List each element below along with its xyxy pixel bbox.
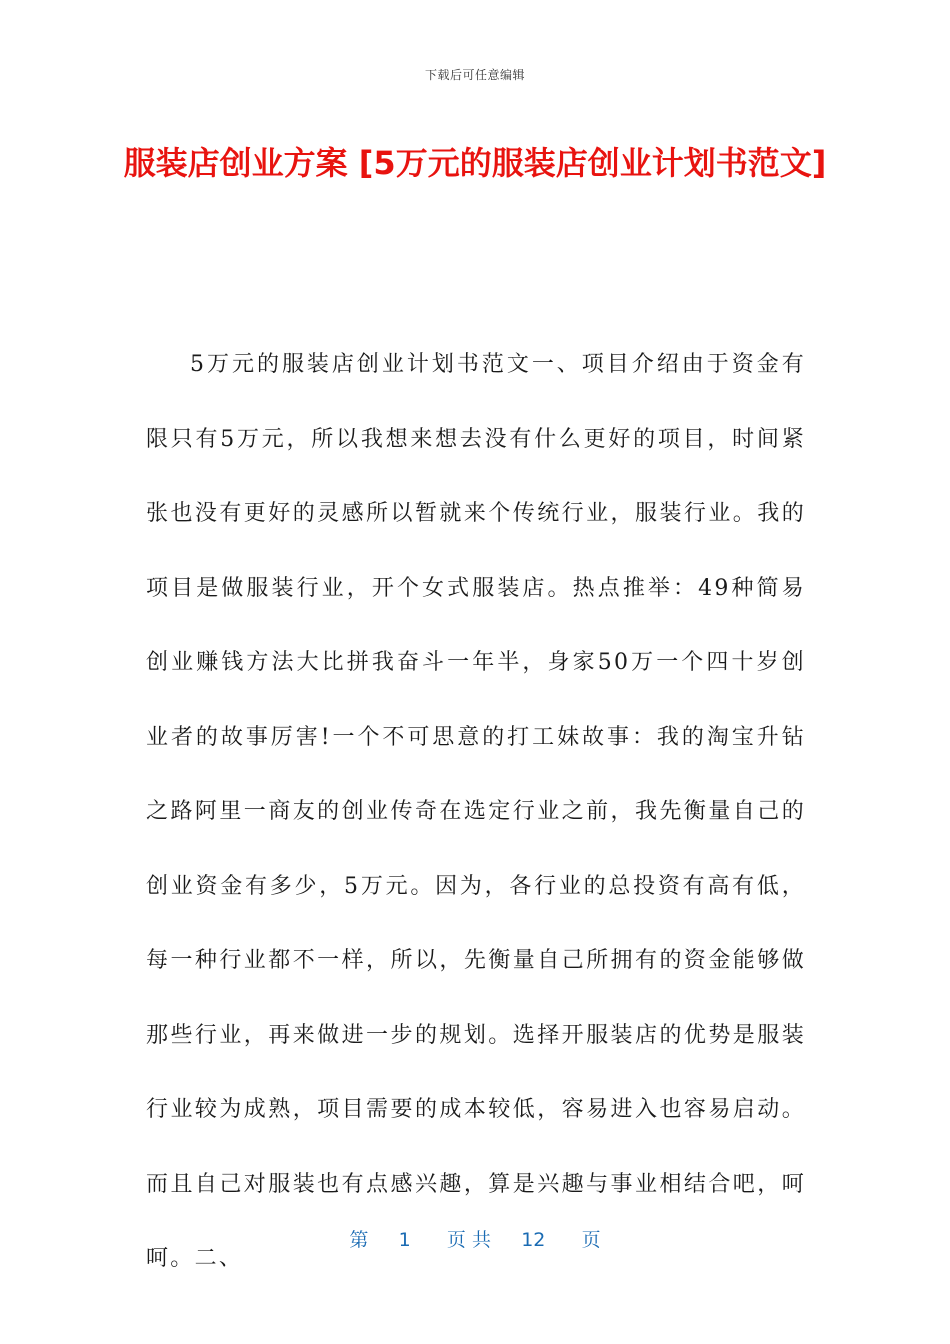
document-body: 5万元的服装店创业计划书范文一、项目介绍由于资金有限只有5万元，所以我想来想去没有什么更好的项目，时间紧张也没有更好的灵感所以暂就来个传统行业，服装行业。我的项目是做服装行业，开个女式服装店。热点推举：49种简易创业赚钱方法大比拼我奋斗一年半，身家50万一个四十岁创业者的故事厉害!一个不可思意的打工妹故事：我的淘宝升钻之路阿里一商友的创业传奇在选定行业之前，我先衡量自己的创业资金有多少，5万元。因为，各行业的总投资有高有低，每一种行业都不一样，所以，先衡量自己所拥有的资金能够做那些行业，再来做进一步的规划。选择开服装店的优势是服装行业较为成熟，项目需要的成本较低，容易进入也容易启动。而且自己对服装也有点感兴趣，算是兴趣与事业相结合吧，呵呵。二、 bbox=[146, 352, 806, 1271]
document-title: 服装店创业方案 [5万元的服装店创业计划书范文] bbox=[123, 144, 827, 182]
footer-page-suffix: 页 bbox=[581, 1229, 601, 1251]
page-footer bbox=[0, 1225, 950, 1252]
footer-page-prefix: 第 bbox=[349, 1229, 369, 1251]
footer-page-middle: 页 共 bbox=[446, 1229, 491, 1251]
footer-current-page: 1 bbox=[398, 1229, 411, 1251]
header-note: 下载后可任意编辑 bbox=[424, 68, 525, 82]
footer-total-pages: 12 bbox=[521, 1229, 546, 1251]
